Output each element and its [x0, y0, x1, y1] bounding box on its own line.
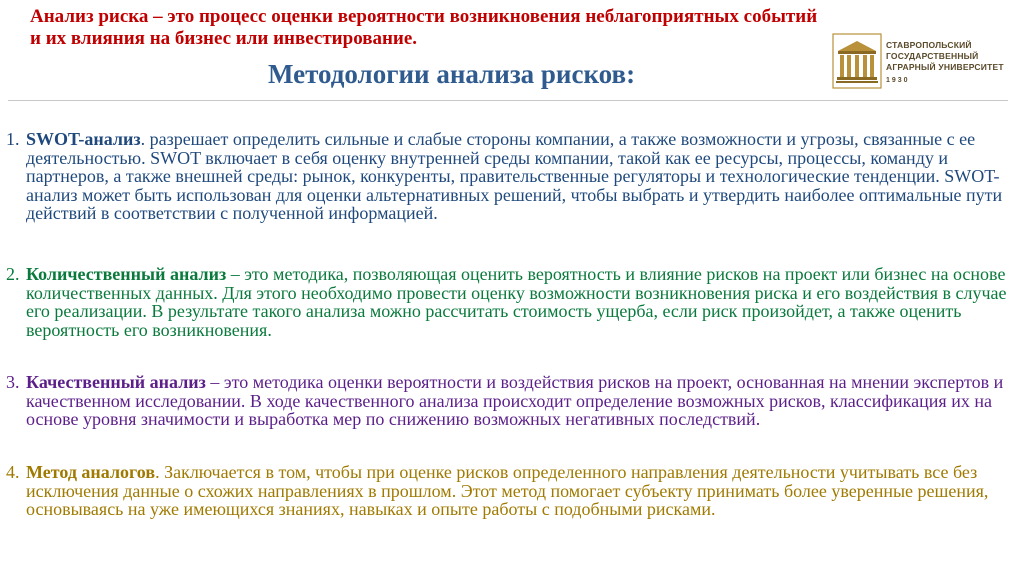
logo-line-3: АГРАРНЫЙ УНИВЕРСИТЕТ — [886, 62, 1004, 72]
page-title: Методологии анализа рисков: — [268, 59, 636, 89]
item-term: Качественный анализ — [26, 372, 206, 392]
item-separator: . — [155, 462, 165, 482]
item-text: разрешает определить сильные и слабые стороны компании, а также возможности и угрозы, связанные с ее деятельностью. SWOT включает в себя оценку внутренней среды компании, такой как ее ресурсы, процессы, команду и партнеров, а также внешней среды: рынок, конкуренты, правительственные регуляторы и технологические тенденции. SWOT-анализ может быть использован для оценки альтернативных решений, чтобы выбрать и утвердить наиболее оптимальные пути действий в соответствии с полученной информацией. — [26, 129, 1003, 223]
logo-line-1: СТАВРОПОЛЬСКИЙ — [886, 40, 972, 50]
item-number: 1. — [6, 129, 20, 149]
item-separator: – — [226, 264, 245, 284]
item-text: это методика оценки вероятности и воздействия рисков на проект, основанная на мнении экспертов и качественном исследовании. В ходе качественного анализа происходит определение возможных рисков, классификация их на основе уровня значимости и выработка мер по снижению возможных негативных последствий. — [26, 372, 1004, 429]
header-divider — [8, 100, 1008, 101]
university-logo — [832, 33, 1012, 89]
item-separator: . — [140, 129, 150, 149]
item-separator: – — [205, 372, 224, 392]
university-name — [886, 40, 1016, 86]
item-term: SWOT-анализ — [26, 129, 141, 149]
item-body — [26, 130, 1010, 223]
list-item-qualitative — [0, 373, 1010, 429]
item-body — [26, 373, 1010, 429]
item-term: Количественный анализ — [26, 264, 227, 284]
item-body — [26, 265, 1010, 339]
list-item-swot — [0, 130, 1010, 223]
item-text: Заключается в том, чтобы при оценке рисков определенного направления деятельности учитывать все без исключения данные о схожих направлениях в прошлом. Этот метод помогает субъекту принимать более уверенные решения, основываясь на уже имеющихся знаниях, навыках и опыте работы с подобными рисками. — [26, 462, 989, 519]
item-text: это методика, позволяющая оценить вероятность и влияние рисков на проект или бизнес на основе количественных данных. Для этого необходимо провести оценку возможности возникновения риска и его воздействия в случае его реализации. В результате такого анализа можно рассчитать стоимость ущерба, если риск произойдет, а также оценить вероятность его возникновения. — [26, 264, 1007, 340]
list-item-analogs — [0, 463, 1010, 519]
logo-year: 1930 — [886, 77, 910, 84]
item-body — [26, 463, 1010, 519]
item-number: 4. — [6, 462, 20, 482]
item-number: 3. — [6, 372, 20, 392]
item-term: Метод аналогов — [26, 462, 156, 482]
definition-heading: Анализ риска – это процесс оценки вероятности возникновения неблагоприятных событий и их влияния на бизнес или инвестирование. — [30, 6, 818, 49]
list-item-quantitative — [0, 265, 1010, 339]
building-emblem-icon — [832, 33, 882, 89]
logo-line-2: ГОСУДАРСТВЕННЫЙ — [886, 51, 979, 61]
item-number: 2. — [6, 264, 20, 284]
